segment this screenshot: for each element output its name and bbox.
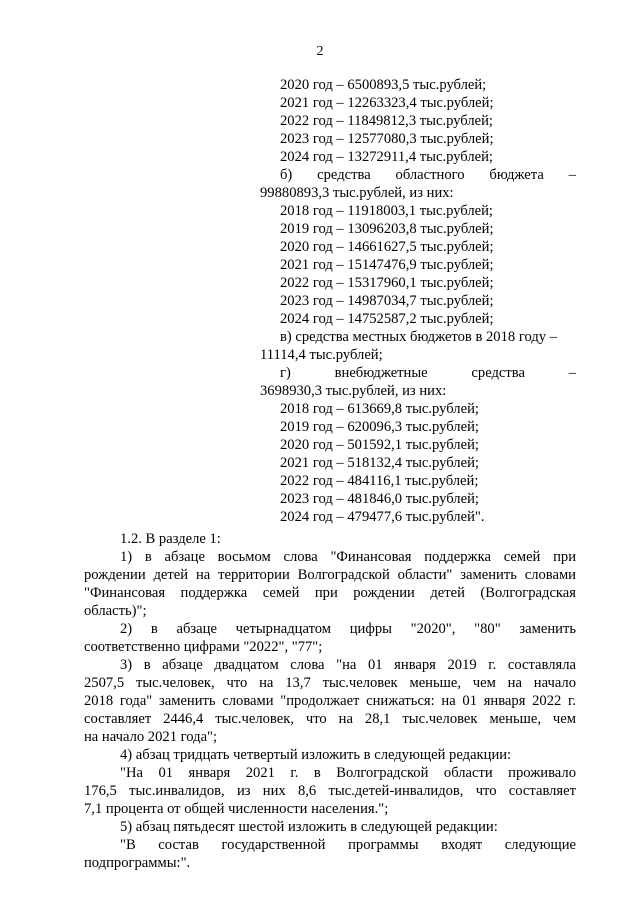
funding-line-2024: 2024 год – 13272911,4 тыс.рублей;	[280, 149, 493, 165]
extrabudget-total: 3698930,3 тыс.рублей, из них:	[260, 383, 447, 399]
regional-year-line: 2020 год – 14661627,5 тыс.рублей;	[280, 239, 494, 255]
paragraph-3-line: 2018 года" заменить словами "продолжает снижаться: на 01 января 2022 г.	[84, 693, 576, 709]
regional-word: б)	[280, 167, 293, 183]
paragraph-2-line: соответственно цифрами "2022", "77";	[84, 639, 323, 655]
paragraph-2-word: цифры	[349, 621, 392, 637]
paragraph-5-line: подпрограммы:".	[84, 855, 191, 871]
paragraph-2-word: 2)	[120, 621, 133, 637]
regional-year-line: 2024 год – 14752587,2 тыс.рублей;	[280, 311, 494, 327]
regional-year-line: 2023 год – 14987034,7 тыс.рублей;	[280, 293, 494, 309]
paragraph-2-line	[120, 620, 576, 638]
paragraph-2-word: абзаце	[176, 621, 217, 637]
paragraph-3-line: 2507,5 тыс.человек, что на 13,7 тыс.человек меньше, чем на начало	[84, 675, 576, 691]
paragraph-5-line: 5) абзац пятьдесят шестой изложить в следующей редакции:	[120, 819, 498, 835]
paragraph-2-word: "80"	[474, 621, 501, 637]
paragraph-2-word: заменить	[519, 621, 576, 637]
extrabudget-year-line: 2018 год – 613669,8 тыс.рублей;	[280, 401, 479, 417]
extrabudget-heading	[280, 364, 576, 382]
paragraph-3-line: 3) в абзаце двадцатом слова "на 01 января 2019 г. составляла	[120, 657, 576, 673]
paragraph-1-line: 1) в абзаце восьмом слова "Финансовая поддержка семей при	[120, 549, 576, 565]
extrabudget-year-line: 2022 год – 484116,1 тыс.рублей;	[280, 473, 479, 489]
paragraph-1-line: область)";	[84, 603, 147, 619]
funding-line-2020: 2020 год – 6500893,5 тыс.рублей;	[280, 77, 487, 93]
regional-year-line: 2018 год – 11918003,1 тыс.рублей;	[280, 203, 493, 219]
extrabudget-word: –	[568, 365, 576, 381]
extrabudget-word: средства	[471, 365, 525, 381]
funding-line-2022: 2022 год – 11849812,3 тыс.рублей;	[280, 113, 493, 129]
extrabudget-year-line: 2024 год – 479477,6 тыс.рублей".	[280, 509, 485, 525]
regional-year-line: 2019 год – 13096203,8 тыс.рублей;	[280, 221, 494, 237]
regional-budget-total: 99880893,3 тыс.рублей, из них:	[260, 185, 454, 201]
extrabudget-year-line: 2021 год – 518132,4 тыс.рублей;	[280, 455, 479, 471]
extrabudget-word: внебюджетные	[334, 365, 428, 381]
paragraph-1-line: "Финансовая поддержка семей при рождении детей (Волгоградская	[84, 585, 576, 601]
local-budget-amount: 11114,4 тыс.рублей;	[260, 347, 383, 363]
regional-word: областного	[395, 167, 465, 183]
local-budget-line: в) средства местных бюджетов в 2018 году –	[280, 329, 557, 345]
funding-line-2023: 2023 год – 12577080,3 тыс.рублей;	[280, 131, 494, 147]
regional-word: средства	[317, 167, 371, 183]
extrabudget-year-line: 2019 год – 620096,3 тыс.рублей;	[280, 419, 479, 435]
paragraph-4-line: 176,5 тыс.инвалидов, из них 8,6 тыс.детей-инвалидов, что составляет	[84, 783, 576, 799]
regional-budget-heading	[280, 166, 576, 184]
section-heading: 1.2. В разделе 1:	[120, 531, 221, 547]
funding-line-2021: 2021 год – 12263323,4 тыс.рублей;	[280, 95, 494, 111]
regional-year-line: 2021 год – 15147476,9 тыс.рублей;	[280, 257, 494, 273]
paragraph-2-word: четырнадцатом	[235, 621, 332, 637]
extrabudget-word: г)	[280, 365, 291, 381]
paragraph-2-word: в	[150, 621, 158, 637]
paragraph-3-line: составляет 2446,4 тыс.человек, что на 28,1 тыс.человек меньше, чем	[84, 711, 576, 727]
extrabudget-year-line: 2020 год – 501592,1 тыс.рублей;	[280, 437, 479, 453]
paragraph-4-line: 7,1 процента от общей численности населения.";	[84, 801, 389, 817]
paragraph-4-line: "На 01 января 2021 г. в Волгоградской области проживало	[120, 765, 576, 781]
paragraph-1-line: рождении детей на территории Волгоградской области" заменить словами	[84, 567, 576, 583]
regional-word: –	[568, 167, 576, 183]
regional-word: бюджета	[489, 167, 544, 183]
paragraph-2-word: "2020",	[410, 621, 456, 637]
paragraph-3-line: на начало 2021 года";	[84, 729, 218, 745]
regional-year-line: 2022 год – 15317960,1 тыс.рублей;	[280, 275, 494, 291]
extrabudget-year-line: 2023 год – 481846,0 тыс.рублей;	[280, 491, 479, 507]
paragraph-4-line: 4) абзац тридцать четвертый изложить в следующей редакции:	[120, 747, 512, 763]
page-number: 2	[316, 44, 324, 59]
paragraph-5-line: "В состав государственной программы входят следующие	[120, 837, 576, 853]
